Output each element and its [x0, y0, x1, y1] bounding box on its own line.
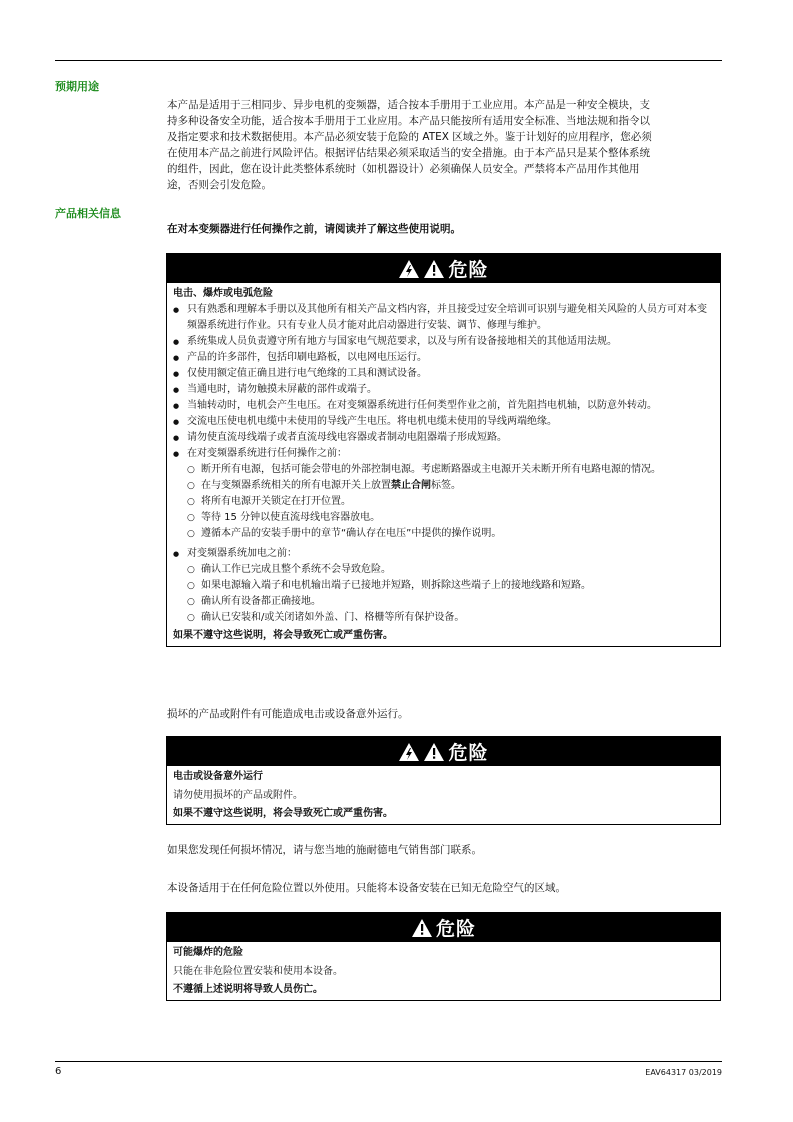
bottom-rule	[55, 1061, 722, 1062]
section-heading-intended-use: 预期用途	[55, 80, 99, 93]
sub-list	[187, 462, 714, 542]
danger-header-label: 危险	[448, 259, 489, 281]
danger-footer: 不遵循上述说明将导致人员伤亡。	[173, 984, 323, 995]
damaged-product-paragraph: 损坏的产品或附件有可能造成电击或设备意外运行。	[167, 708, 409, 720]
danger-body: 请勿使用损坏的产品或附件。	[173, 790, 303, 801]
list-item: ● 仅使用额定值正确且进行电气绝缘的工具和测试设备。	[173, 366, 714, 382]
sub-list-item: ○ 断开所有电源，包括可能会带电的外部控制电源。考虑断路器或主电源开关未断开所有电路电源的情况。	[187, 462, 714, 478]
list-item: ● 请勿使直流母线端子或者直流母线电容器或者制动电阻器端子形成短路。	[173, 430, 714, 446]
product-info-intro: 在对本变频器进行任何操作之前，请阅读并了解这些使用说明。	[167, 223, 461, 235]
danger-header-label: 危险	[448, 742, 489, 764]
danger-title: 可能爆炸的危险	[173, 947, 243, 958]
electric-hazard-icon	[398, 259, 420, 279]
danger-bullet-list	[173, 302, 714, 626]
list-item: ● 交流电压使电机电缆中未使用的导线产生电压。将电机电缆未使用的导线两端绝缘。	[173, 414, 714, 430]
danger-box-explosion	[166, 912, 721, 1001]
contact-paragraph: 如果您发现任何损坏情况，请与您当地的施耐德电气销售部门联系。	[167, 844, 482, 856]
danger-box-electric-shock	[166, 253, 721, 647]
danger-box-unintended-operation	[166, 736, 721, 825]
list-item: ● 系统集成人员负责遵守所有地方与国家电气规范要求，以及与所有设备接地相关的其他适用法规。	[173, 334, 714, 350]
document-reference: EAV64317 03/2019	[645, 1068, 722, 1077]
list-item: ● 对变频器系统加电之前： ○ 确认工作已完成且整个系统不会导致危险。 ○ 如果电源输入端子和电机输出端子已接地并短路，则拆除这些端子上的接地线路和短路。 ○ 确认所有设备都正确接地。 ○ 确认已安装和/或关闭诸如外盖、门、格栅等所有保护设备。	[173, 546, 714, 626]
sub-list	[187, 562, 714, 626]
list-item: ● 在对变频器系统进行任何操作之前： ○ 断开所有电源，包括可能会带电的外部控制电源。考虑断路器或主电源开关未断开所有电路电源的情况。 ○ 在与变频器系统相关的所有电源开关上放置禁止合闸标签。 ○ 将所有电源开关锁定在打开位置。 ○ 等待 15 分钟以使直流母线电容器放电。 ○ 遵循本产品的安装手册中的章节“确认存在电压”中提供的操作说明。	[173, 446, 714, 542]
warning-triangle-icon	[411, 918, 433, 938]
sub-list-item: ○ 将所有电源开关锁定在打开位置。	[187, 494, 714, 510]
danger-header	[167, 254, 720, 283]
section-heading-product-info: 产品相关信息	[55, 207, 121, 220]
warning-triangle-icon	[423, 259, 445, 279]
danger-title: 电击、爆炸或电弧危险	[173, 288, 273, 299]
top-rule	[55, 60, 722, 61]
sub-list-item: ○ 确认工作已完成且整个系统不会导致危险。	[187, 562, 714, 578]
electric-hazard-icon	[398, 742, 420, 762]
location-paragraph: 本设备适用于在任何危险位置以外使用。只能将本设备安装在已知无危险空气的区域。	[167, 882, 566, 894]
warning-triangle-icon	[423, 742, 445, 762]
intended-use-paragraph: 本产品是适用于三相同步、异步电机的变频器，适合按本手册用于工业应用。本产品是一种安全模块，支 持多种设备安全功能，适合按本手册用于工业应用。本产品只能按所有适用安全标准、当地法规和指令以 及指定要求和技术数据使用。本产品必须安装于危险的 ATEX 区域之外。鉴于计划好的应用程序，您必须 在使用本产品之前进行风险评估。根据评估结果必须采取适当的安全措施。由于本产品只是某个整体系统 的组件，因此，您在设计此类整体系统时（如机器设计）必须确保人员安全。严禁将本产品用作其他用 途，否则会引发危险。	[167, 99, 652, 191]
danger-body: 只能在非危险位置安装和使用本设备。	[173, 966, 343, 977]
danger-footer: 如果不遵守这些说明，将会导致死亡或严重伤害。	[173, 630, 393, 641]
sub-list-item: ○ 确认已安装和/或关闭诸如外盖、门、格栅等所有保护设备。	[187, 610, 714, 626]
list-item: ● 只有熟悉和理解本手册以及其他所有相关产品文档内容，并且接受过安全培训可识别与避免相关风险的人员方可对本变频器系统进行作业。只有专业人员才能对此启动器进行安装、调节、修理与维护。	[173, 302, 714, 334]
danger-title: 电击或设备意外运行	[173, 771, 263, 782]
danger-header-label: 危险	[435, 918, 476, 940]
list-item: ● 当轴转动时，电机会产生电压。在对变频器系统进行任何类型作业之前，首先阻挡电机轴，以防意外转动。	[173, 398, 714, 414]
sub-list-item: ○ 在与变频器系统相关的所有电源开关上放置禁止合闸标签。	[187, 478, 714, 494]
danger-footer: 如果不遵守这些说明，将会导致死亡或严重伤害。	[173, 808, 393, 819]
danger-header	[167, 737, 720, 766]
list-item: ● 当通电时，请勿触摸未屏蔽的部件或端子。	[173, 382, 714, 398]
page-number: 6	[55, 1066, 62, 1077]
list-item: ● 产品的许多部件，包括印刷电路板，以电网电压运行。	[173, 350, 714, 366]
sub-list-item: ○ 如果电源输入端子和电机输出端子已接地并短路，则拆除这些端子上的接地线路和短路。	[187, 578, 714, 594]
sub-list-item: ○ 确认所有设备都正确接地。	[187, 594, 714, 610]
sub-list-item: ○ 等待 15 分钟以使直流母线电容器放电。	[187, 510, 714, 526]
sub-list-item: ○ 遵循本产品的安装手册中的章节“确认存在电压”中提供的操作说明。	[187, 526, 714, 542]
danger-header	[167, 913, 720, 942]
